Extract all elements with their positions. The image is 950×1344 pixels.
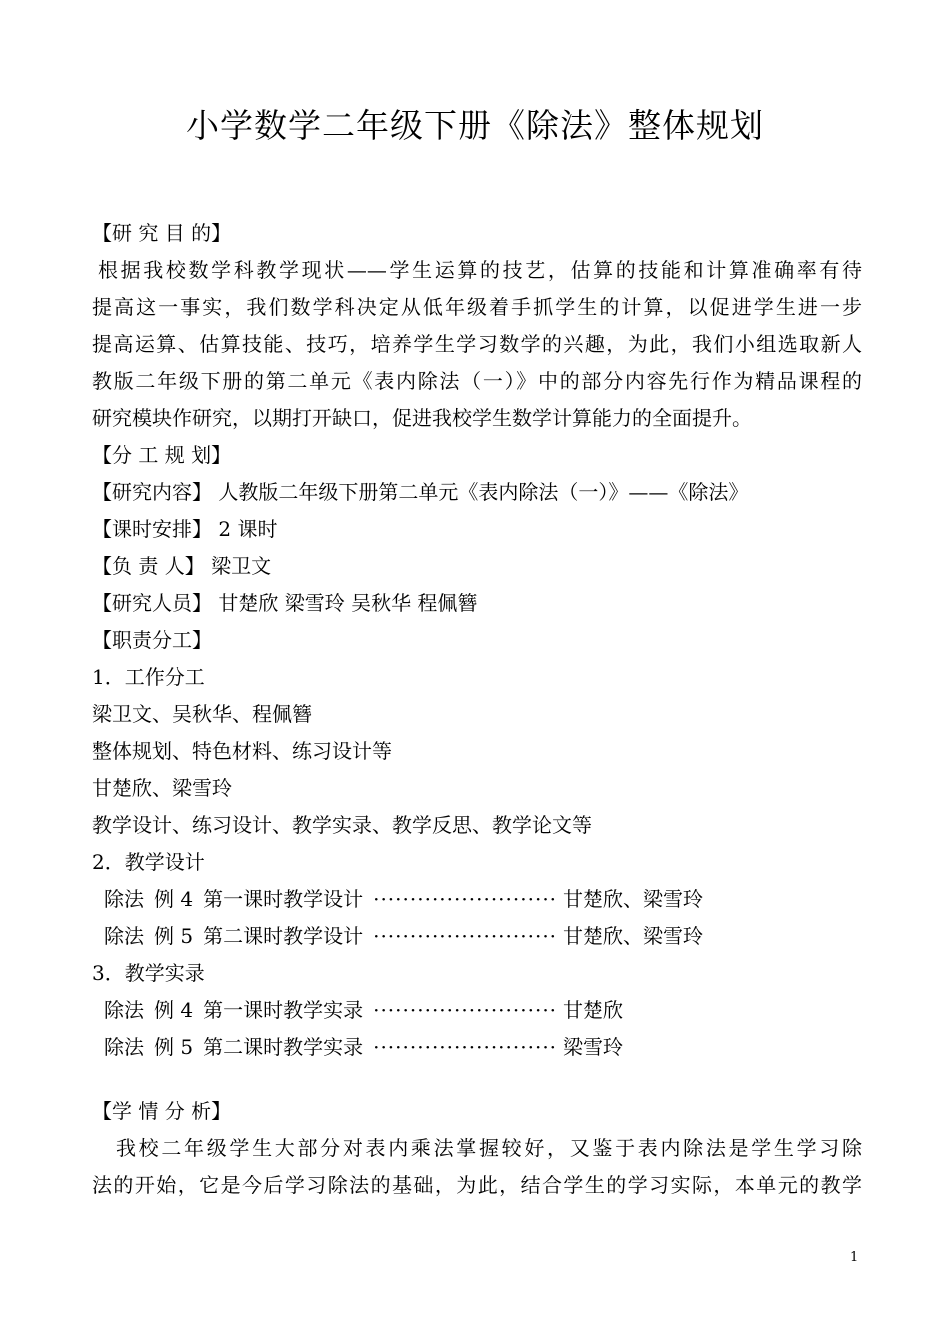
item-owner: 甘楚欣、梁雪玲: [563, 924, 704, 948]
item-owner: 甘楚欣、梁雪玲: [563, 887, 704, 911]
purpose-paragraph-line: 根据我校数学科教学现状——学生运算的技艺，估算的技能和计算准确率有待: [98, 258, 862, 282]
content-row: [92, 474, 862, 511]
record-heading: 3．教学实录: [92, 961, 205, 985]
hours-value: 2 课时: [218, 517, 278, 541]
leader-row: [92, 548, 862, 585]
page-number: 1: [850, 1250, 859, 1265]
hours-label: 【课时安排】: [92, 517, 212, 541]
item-topic: 除法: [104, 1035, 144, 1059]
item-leader-dots: ·························: [373, 924, 558, 948]
leader-value: 梁卫文: [211, 554, 272, 578]
work-line: 教学设计、练习设计、教学实录、教学反思、教学论文等: [92, 813, 592, 837]
work-heading: 1．工作分工: [92, 665, 205, 689]
item-topic: 除法: [104, 924, 144, 948]
purpose-paragraph-line: 提高运算、估算技能、技巧，培养学生学习数学的兴趣，为此，我们小组选取新人: [92, 332, 862, 356]
section-spacer: [92, 1066, 862, 1093]
item-owner: 甘楚欣: [563, 998, 624, 1022]
design-item: [92, 881, 862, 918]
content-label: 【研究内容】: [92, 480, 212, 504]
analysis-heading: 【学 情 分 析】: [92, 1099, 232, 1123]
analysis-paragraph-line: 我校二年级学生大部分对表内乘法掌握较好，又鉴于表内除法是学生学习除: [116, 1136, 862, 1160]
item-title: 第二课时教学实录: [203, 1035, 364, 1059]
item-title: 第一课时教学设计: [203, 887, 364, 911]
item-leader-dots: ·························: [373, 887, 558, 911]
members-row: [92, 585, 862, 622]
item-leader-dots: ·························: [373, 998, 558, 1022]
purpose-paragraph-line: 研究模块作研究，以期打开缺口，促进我校学生数学计算能力的全面提升。: [92, 406, 752, 430]
page-title: 小学数学二年级下册《除法》整体规划: [186, 106, 764, 145]
item-example: 例 4: [154, 887, 194, 911]
item-title: 第一课时教学实录: [203, 998, 364, 1022]
members-value: 甘楚欣 梁雪玲 吴秋华 程佩簪: [218, 591, 478, 615]
purpose-paragraph-line: 教版二年级下册的第二单元《表内除法（一）》中的部分内容先行作为精品课程的: [92, 369, 862, 393]
duty-heading: 【职责分工】: [92, 628, 212, 652]
content-value: 人教版二年级下册第二单元《表内除法（一）》——《除法》: [218, 480, 749, 504]
item-title: 第二课时教学设计: [203, 924, 364, 948]
plan-heading: 【分 工 规 划】: [92, 443, 232, 467]
work-line: 整体规划、特色材料、练习设计等: [92, 739, 392, 763]
record-item: [92, 1029, 862, 1066]
item-topic: 除法: [104, 998, 144, 1022]
work-line: 梁卫文、吴秋华、程佩簪: [92, 702, 312, 726]
analysis-paragraph-line: 法的开始，它是今后学习除法的基础，为此，结合学生的学习实际，本单元的教学: [92, 1173, 862, 1197]
design-heading: 2．教学设计: [92, 850, 205, 874]
item-example: 例 4: [154, 998, 194, 1022]
leader-label: 【负 责 人】: [92, 554, 205, 578]
item-example: 例 5: [154, 1035, 194, 1059]
purpose-heading: 【研 究 目 的】: [92, 221, 232, 245]
design-item: [92, 918, 862, 955]
hours-row: [92, 511, 862, 548]
item-example: 例 5: [154, 924, 194, 948]
members-label: 【研究人员】: [92, 591, 212, 615]
item-leader-dots: ·························: [373, 1035, 558, 1059]
item-topic: 除法: [104, 887, 144, 911]
record-item: [92, 992, 862, 1029]
work-line: 甘楚欣、梁雪玲: [92, 776, 232, 800]
item-owner: 梁雪玲: [563, 1035, 624, 1059]
purpose-paragraph-line: 提高这一事实，我们数学科决定从低年级着手抓学生的计算，以促进学生进一步: [92, 295, 862, 319]
document-body: [92, 215, 862, 1204]
